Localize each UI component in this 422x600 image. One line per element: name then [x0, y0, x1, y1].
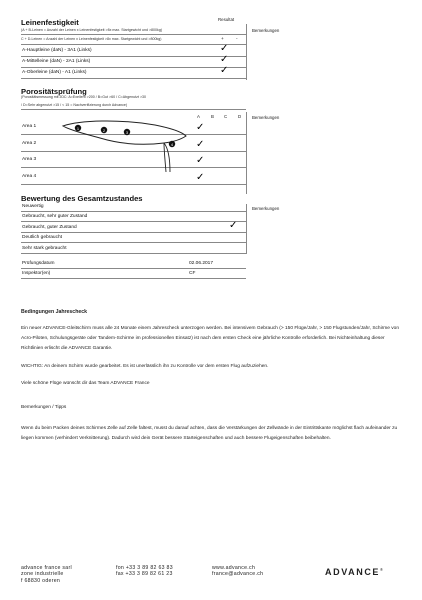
wing-profile-diagram — [60, 116, 190, 174]
pruef-date-value: 02.06.2017 — [189, 261, 214, 266]
poros-note-1: (Porositätsmessung mit JDC: A=Exellent >200 / B=Gut >60 / C=Abgenutzt >30 — [21, 95, 147, 99]
area-4-check: ✓ — [196, 172, 205, 183]
leinen-note-1: (A + B-Leinen = Anzahl der Leinen x Leinenfestigkeit >8x max. Startgewicht und >800kg) — [21, 28, 163, 32]
leinen-remarks-header: Bemerkungen — [252, 28, 280, 33]
poros-title: Porositätsprüfung — [21, 87, 87, 96]
poros-col-d: D — [238, 114, 242, 119]
poros-col-b: B — [211, 114, 214, 119]
gesamt-row-2-label: Gebraucht, guter Zustand — [22, 225, 77, 230]
marker-2 — [101, 127, 107, 133]
advance-logo — [325, 567, 385, 577]
area-3-label: Area 3 — [22, 157, 37, 162]
bedingungen-title: Bedingungen Jahrescheck — [21, 309, 88, 315]
bedingungen-paragraph-1: Ein neuer ADVANCE-Gleitschirm muss alle 24 Monate einem Jahrescheck unterzogen werden. Bei intensivem Gebrauch (> 150 Flüge/Jahr, > 150 Flugstunden/Jahr, Schirme von Acro-Piloten, Schulungsgeräte oder Tandem-Schirme im professionellen Einsatz) ist nach dem ersten Check eine jährliche Kontrolle erforderlich. Bei Nichteinhaltung dieser Richtlinien erlischt die ADVANCE Garantie. — [21, 326, 399, 351]
poros-note-2: / D=Sehr abgenutzt >15 / < 15 = Nachverifizierung durch Advance) — [21, 103, 128, 107]
leinen-note-2: C + D-Leinen = Anzahl der Leinen x Leinenfestigkeit >8x max. Startgewicht und >800kg) — [21, 37, 162, 41]
footer-tel: fon +33 3 89 82 63 83 — [116, 565, 173, 571]
plus-label: + — [221, 37, 224, 42]
poros-col-c: C — [224, 114, 228, 119]
poros-col-a: A — [197, 114, 200, 119]
poros-remarks-header: Bemerkungen — [252, 115, 280, 120]
footer-web — [212, 565, 263, 578]
leinen-row-2-label: A-Mittelleine (daN) - 2A1 (Links) — [22, 59, 91, 64]
svg-text:3: 3 — [125, 130, 129, 135]
inspector-label: Inspektor(en) — [22, 271, 51, 276]
leinen-title: Leinenfestigkeit — [21, 18, 79, 27]
result-header: Resultat — [218, 17, 235, 22]
svg-text:2: 2 — [102, 128, 106, 133]
tips-title: Bemerkungen / Tipps — [21, 405, 67, 410]
bedingungen-paragraph-3: Viele schöne Flüge wünscht dir das Team ADVANCE France — [21, 381, 150, 386]
leinen-row-3-label: A-Oberleine (daN) - A1 (Links) — [22, 70, 87, 75]
footer-website[interactable]: www.advance.ch — [212, 565, 256, 571]
marker-3 — [124, 129, 130, 135]
gesamt-col-1: Neuwertig — [22, 204, 44, 209]
inspector-value: CF — [189, 271, 196, 276]
minus-label: - — [236, 37, 238, 42]
gesamt-row-2-check: ✓ — [229, 220, 238, 231]
poros-divider — [246, 112, 247, 194]
area-1-label: Area 1 — [22, 124, 37, 129]
area-2-label: Area 2 — [22, 141, 37, 146]
footer-address — [21, 565, 72, 584]
leinen-divider — [246, 24, 247, 80]
gesamt-remarks-header: Bemerkungen — [252, 206, 280, 211]
leinen-row-3-check: ✓ — [220, 65, 229, 76]
area-2-check: ✓ — [196, 139, 205, 150]
svg-text:1: 1 — [76, 126, 80, 131]
footer-fax: fax +33 3 89 82 61 23 — [116, 571, 173, 578]
gesamt-row-4-label: Sehr stark gebraucht — [22, 246, 67, 251]
marker-4 — [169, 141, 175, 147]
gesamt-row-1-label: Gebraucht, sehr guter Zustand — [22, 214, 88, 219]
registered-mark: ® — [380, 567, 385, 572]
svg-text:4: 4 — [170, 142, 174, 147]
footer-phone — [116, 565, 173, 578]
area-1-check: ✓ — [196, 122, 205, 133]
area-3-check: ✓ — [196, 155, 205, 166]
gesamt-divider — [246, 204, 247, 254]
advance-logo-text: ADVANCE — [325, 567, 381, 577]
leinen-row-1-label: A-Hauptleine (daN) - 3A1 (Links) — [22, 48, 92, 53]
gesamt-title: Bewertung des Gesamtzustandes — [21, 194, 143, 203]
tips-paragraph: Wenn du beim Packen deines Schirmes Zelle auf Zelle faltest, musst du darauf achten, dass die Verstärkungen der Zellwände in der Eintrittskante möglichst flach aufeinander zu liegen kommen (verhindert Verknitterung). Dadurch wird dein Gerät bessere Starteigenschaften und auch bessere Flugeigenschaften beibehalten. — [21, 426, 398, 441]
pruef-date-label: Prüfungsdatum — [22, 261, 55, 266]
leinen-row-2-check: ✓ — [220, 54, 229, 65]
footer-address-line-3: f 68830 oderen — [21, 577, 61, 584]
marker-1 — [75, 125, 81, 131]
area-4-label: Area 4 — [22, 174, 37, 179]
leinen-row-1-check: ✓ — [220, 43, 229, 54]
footer-address-line-1: advance france sarl — [21, 565, 72, 571]
gesamt-row-3-label: Deutlich gebraucht — [22, 235, 62, 240]
footer-email[interactable]: france@advance.ch — [212, 571, 264, 578]
bedingungen-paragraph-2: WICHTIG: An deinem Schirm wurde gearbeitet. Es ist unerlässlich ihn zu Kontrolle vor dem ersten Flug aufzuziehen. — [21, 364, 269, 369]
footer-address-line-2: zone industrielle — [21, 571, 64, 578]
